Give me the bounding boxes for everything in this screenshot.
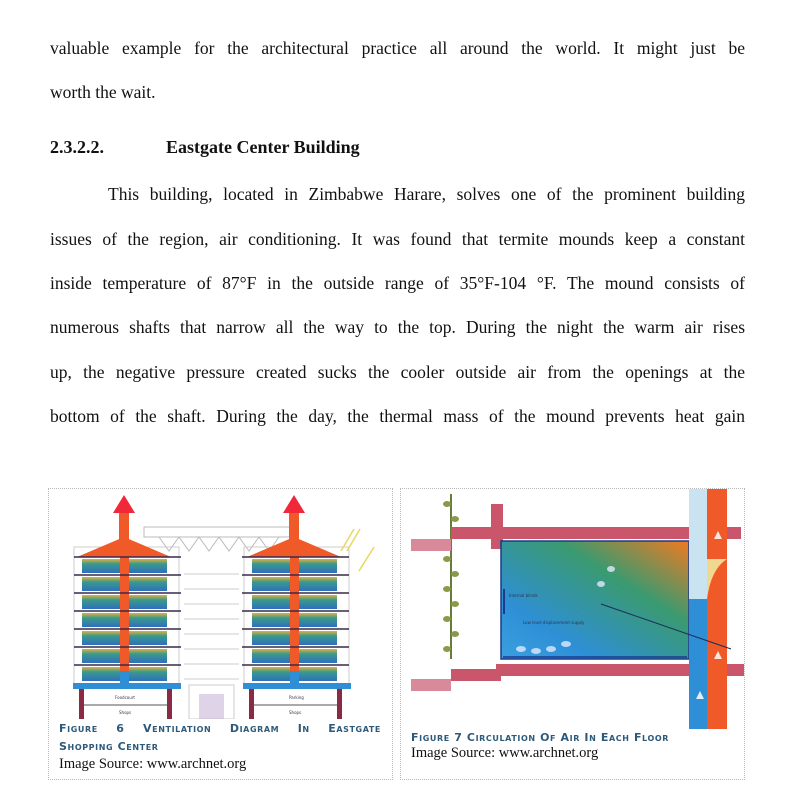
figure-6-source: Image Source: www.archnet.org [59, 756, 247, 772]
paragraph-line: worth the wait. [50, 82, 156, 102]
figure-7-caption: Figure 7 Circulation Of Air In Each Floor [411, 731, 670, 744]
ventilation-diagram [49, 489, 392, 719]
right-tower [242, 495, 374, 719]
label-parking: Parking [289, 695, 304, 700]
figure-6-caption-line2: Shopping Center [59, 740, 159, 753]
label-foodcourt: Foodcourt [115, 695, 135, 700]
paragraph-line: up, the negative pressure created sucks the cooler outside air from the openings at the [50, 362, 745, 382]
left-tower [73, 495, 181, 719]
section-title: Eastgate Center Building [166, 137, 360, 157]
label-displacement-supply: Low level displacement supply [523, 620, 585, 625]
paragraph-line: bottom of the shaft. During the day, the thermal mass of the mound prevents heat gain [50, 406, 745, 426]
section-number: 2.3.2.2. [50, 137, 104, 157]
vine-plants [443, 494, 459, 659]
paragraph-line: issues of the region, air conditioning. It was found that termite mounds keep a constant [50, 229, 745, 249]
figure-6-caption: Figure 6 Ventilation Diagram In Eastgate [59, 722, 381, 735]
label-shops-left: Shops [119, 710, 132, 715]
paragraph-line: This building, located in Zimbabwe Harare, solves one of the prominent building [108, 184, 745, 204]
air-circulation-diagram [401, 489, 744, 729]
paragraph-line: inside temperature of 87°F in the outside range of 35°F-104 °F. The mound consists of [50, 273, 745, 293]
section-heading [50, 137, 360, 158]
figure-7-source: Image Source: www.archnet.org [411, 745, 599, 761]
figure-6-frame [48, 488, 393, 780]
figure-7-frame [400, 488, 745, 780]
label-shops-right: Shops [289, 710, 302, 715]
label-internal-blinds: Internal blinds [509, 593, 538, 598]
paragraph-line: numerous shafts that narrow all the way to the top. During the night the warm air rises [50, 317, 745, 337]
paragraph-line: valuable example for the architectural practice all around the world. It might just be [50, 38, 745, 58]
